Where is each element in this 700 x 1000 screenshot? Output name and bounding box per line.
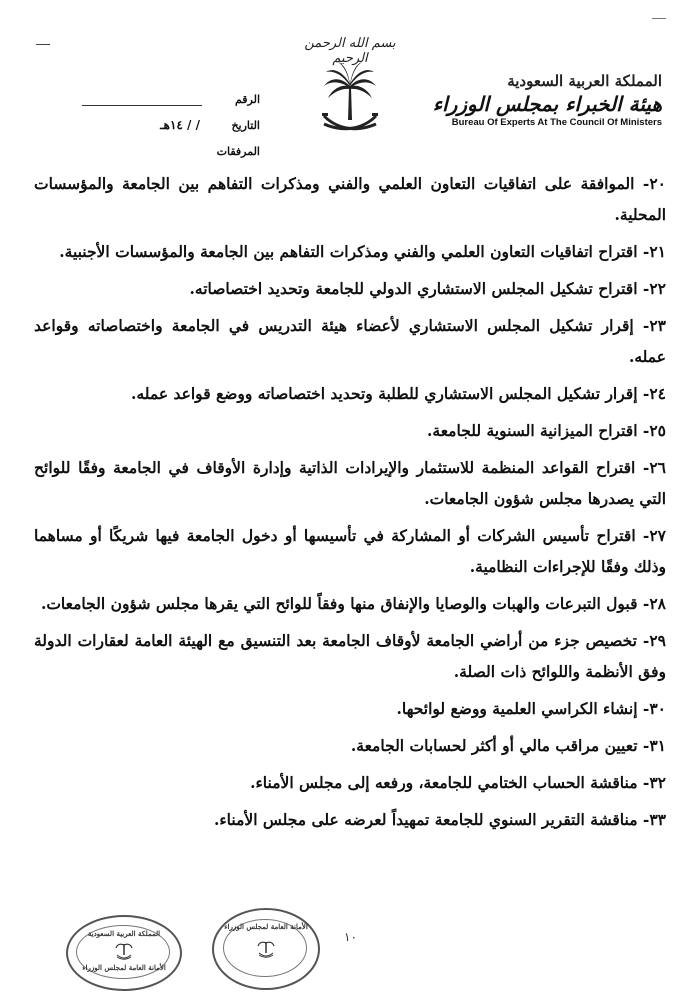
seal-right-top-text: الأمانة العامة لمجلس الوزراء [224,922,308,931]
bureau-name-english: Bureau Of Experts At The Council Of Ministers [451,117,662,128]
list-item: ٢٥- اقتراح الميزانية السنوية للجامعة. [427,421,666,440]
attachments-row [30,132,260,158]
seal-left-top-text: المملكة العربية السعودية [87,929,161,938]
list-item: ٢٩- تخصيص جزء من أراضي الجامعة لأوقاف الجامعة بعد التنسيق مع الهيئة العامة لعقارات الدولة وفق الأنظمة واللوائح ذات الصلة. [34,631,666,681]
number-label: الرقم [234,93,260,106]
reference-block [30,80,260,158]
seal-emblem-icon [114,941,134,961]
basmala: بسم الله الرحمن الرحيم [304,36,396,66]
list-item: ٢٦- اقتراح القواعد المنظمة للاستثمار والإيرادات الذاتية وإدارة الأوقاف في الجامعة وفقًا للوائح التي يصدرها مجلس شؤون الجامعات. [34,458,666,508]
list-item: ٢٨- قبول التبرعات والهبات والوصايا والإنفاق منها وفقاً للوائح التي يقرها مجلس شؤون الجامعات. [40,594,666,613]
list-item: ٢١- اقتراح اتفاقيات التعاون العلمي والفني ومذكرات التفاهم بين الجامعة والمؤسسات الأجنبية. [59,242,666,261]
letterhead [0,0,700,160]
date-value: / / ١٤هـ [160,118,200,132]
attachments-label: المرفقات [216,145,260,158]
list-item: ٣٣- مناقشة التقرير السنوي للجامعة تمهيداً لعرضه على مجلس الأمناء. [213,810,666,829]
official-seal-left [66,915,182,991]
article-list [34,168,666,841]
list-item: ٣١- تعيين مراقب مالي أو أكثر لحسابات الجامعة. [350,736,666,755]
seal-left-bottom-text: الأمانة العامة لمجلس الوزراء [82,963,166,972]
bureau-name-arabic: هيئة الخبراء بمجلس الوزراء [432,92,662,116]
list-item: ٣٢- مناقشة الحساب الختامي للجامعة، ورفعه إلى مجلس الأمناء. [250,773,666,792]
list-item: ٢٢- اقتراح تشكيل المجلس الاستشاري الدولي للجامعة وتحديد اختصاصاته. [189,279,666,298]
seal-emblem-icon [256,938,276,960]
number-row [30,80,260,106]
kingdom-name: المملكة العربية السعودية [507,72,662,90]
saudi-emblem-icon [318,58,382,140]
date-row [30,106,260,132]
list-item: ٢٠- الموافقة على اتفاقيات التعاون العلمي والفني ومذكرات التفاهم بين الجامعة والمؤسسات المحلية. [34,174,666,224]
date-label: التاريخ [231,119,260,132]
official-seal-right [212,908,320,990]
list-item: ٢٧- اقتراح تأسيس الشركات أو المشاركة في تأسيسها أو دخول الجامعة فيها شريكًا أو مساهما وذلك وفقًا للإجراءات النظامية. [34,526,666,576]
list-item: ٢٣- إقرار تشكيل المجلس الاستشاري لأعضاء هيئة التدريس في الجامعة واختصاصاته وقواعد عمله. [34,316,666,366]
bureau-block [432,72,662,128]
list-item: ٢٤- إقرار تشكيل المجلس الاستشاري للطلبة وتحديد اختصاصاته ووضع قواعد عمله. [131,384,666,403]
list-item: ٣٠- إنشاء الكراسي العلمية ووضع لوائحها. [396,699,666,718]
number-line [82,91,202,106]
page-number: ١٠ [344,930,357,944]
